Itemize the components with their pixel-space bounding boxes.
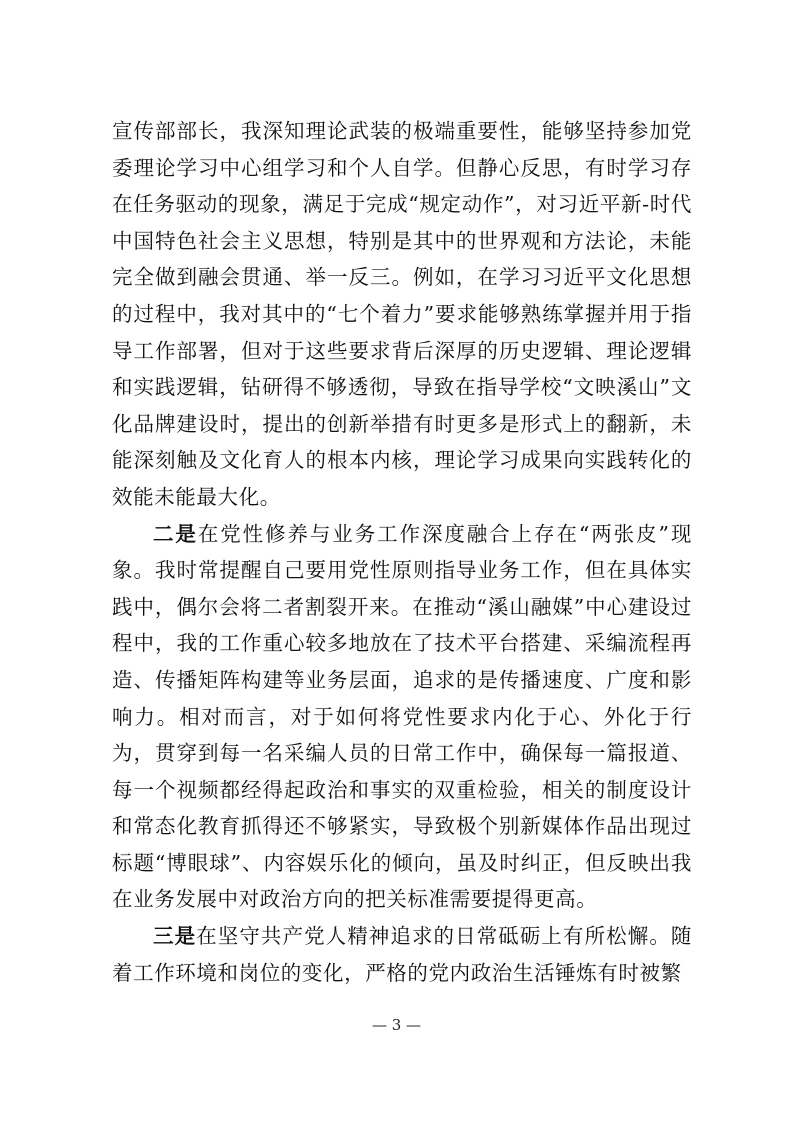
paragraph-3 [112,918,692,991]
page-number: — 3 — [371,1016,422,1034]
paragraph-2-text: 在党性修养与业务工作深度融合上存在“两张皮”现象。我时常提醒自己要用党性原则指导业务工作，但在具体实践中，偶尔会将二者割裂开来。在推动“溪山融媒”中心建设过程中，我的工作重心较多地放在了技术平台搭建、采编流程再造、传播矩阵构建等业务层面，追求的是传播速度、广度和影响力。相对而言，对于如何将党性要求内化于心、外化于行为，贯穿到每一名采编人员的日常工作中，确保每一篇报道、每一个视频都经得起政治和事实的双重检验，相关的制度设计和常态化教育抓得还不够紧实，导致极个别新媒体作品出现过标题“博眼球”、内容娱乐化的倾向，虽及时纠正，但反映出我在业务发展中对政治方向的把关标准需要提得更高。 [112,521,692,912]
paragraph-3-text: 在坚守共产党人精神追求的日常砥砺上有所松懈。随着工作环境和岗位的变化，严格的党内政治生活锤炼有时被繁 [112,924,692,985]
paragraph-1 [112,113,692,516]
paragraph-2 [112,516,692,919]
paragraph-1-text: 宣传部部长，我深知理论武装的极端重要性，能够坚持参加党委理论学习中心组学习和个人自学。但静心反思，有时学习存在任务驱动的现象，满足于完成“规定动作”，对习近平新-时代中国特色社会主义思想，特别是其中的世界观和方法论，未能完全做到融会贯通、举一反三。例如，在学习习近平文化思想的过程中，我对其中的“七个着力”要求能够熟练掌握并用于指导工作部署，但对于这些要求背后深厚的历史逻辑、理论逻辑和实践逻辑，钻研得不够透彻，导致在指导学校“文映溪山”文化品牌建设时，提出的创新举措有时更多是形式上的翻新，未能深刻触及文化育人的根本内核，理论学习成果向实践转化的效能未能最大化。 [112,119,692,509]
paragraph-3-lead: 三是 [153,924,197,949]
document-body [112,113,692,991]
paragraph-2-lead: 二是 [153,521,198,546]
